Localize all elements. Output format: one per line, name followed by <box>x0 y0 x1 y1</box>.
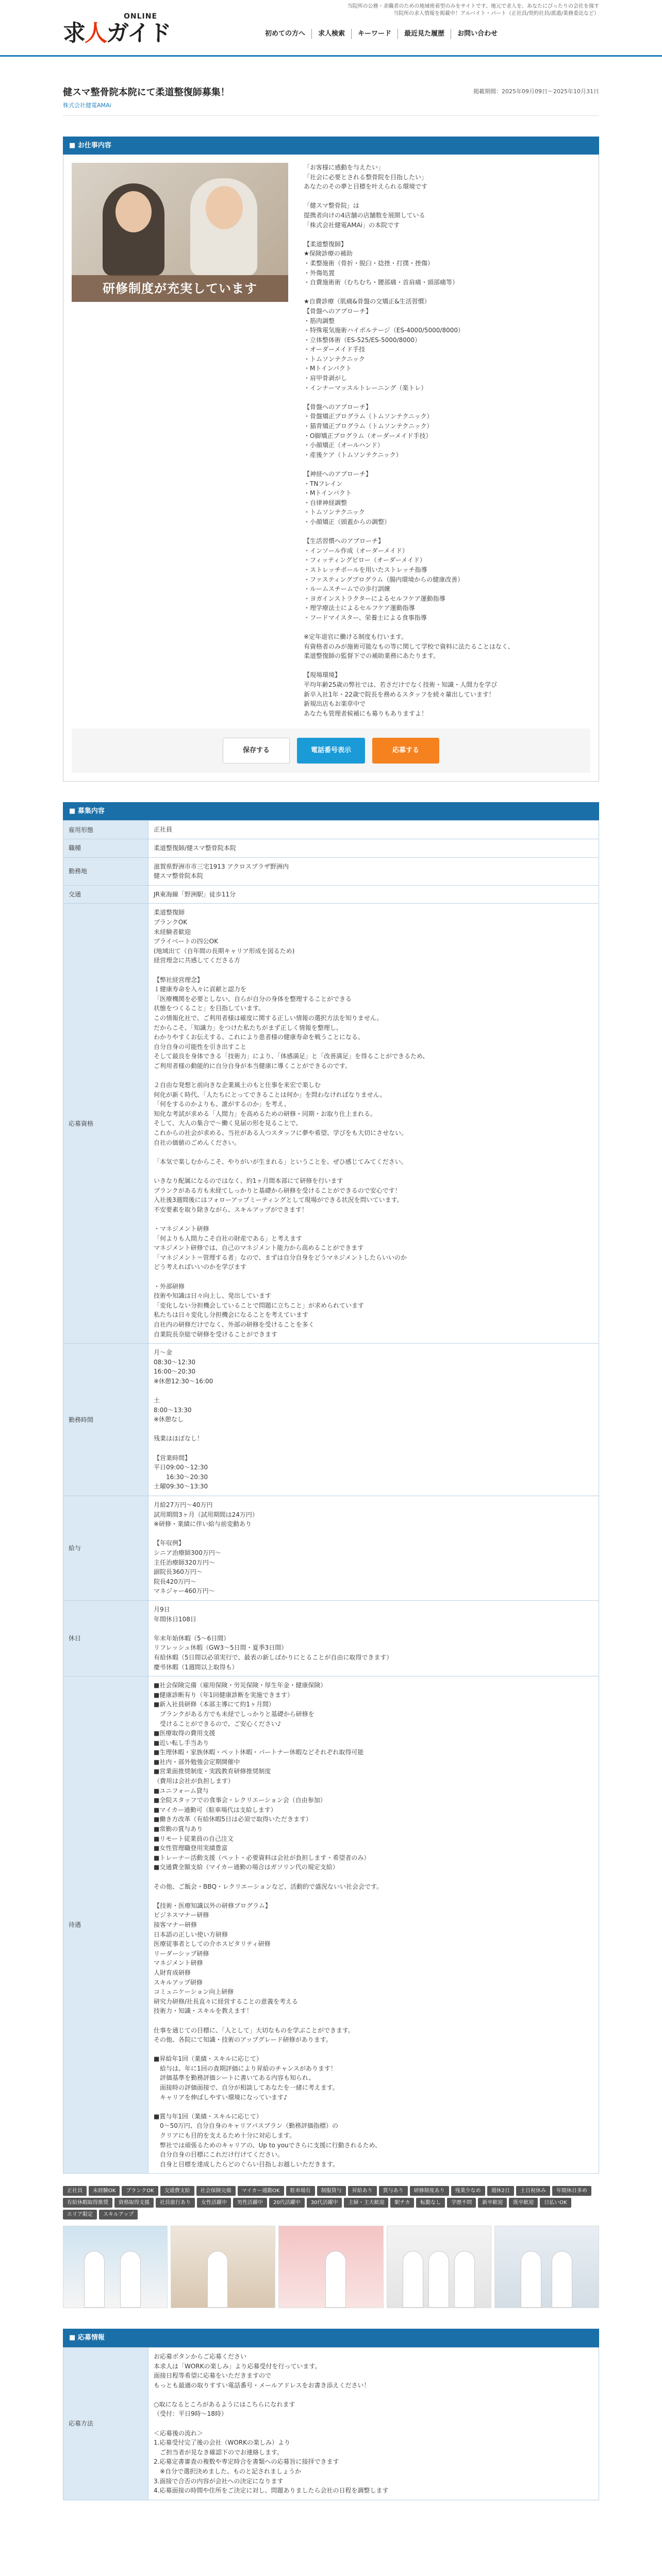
feature-tag: 賞与あり <box>379 2186 408 2196</box>
staff-face <box>206 186 243 229</box>
show-phone-button[interactable]: 電話番号表示 <box>297 738 365 764</box>
feature-tag: 社員旅行あり <box>156 2198 195 2208</box>
gallery-figure <box>454 2251 475 2308</box>
row-label: 応募方法 <box>63 2347 148 2500</box>
feature-tag: 資格取得支援 <box>114 2198 154 2208</box>
row-label: 給与 <box>63 1496 148 1601</box>
row-value: 滋賀県野洲市市三宅1913 アクロスプラザ野洲内 健スマ整骨院本院 <box>148 857 599 885</box>
feature-tag: 正社員 <box>63 2186 87 2196</box>
site-tagline-line: 当院所の求人情報を掲載中！アルバイト・パート（正社員/契約社員/派遣/業務委託など） <box>393 11 599 16</box>
table-row <box>63 2347 599 2500</box>
row-value: 柔道整復師 ブランクOK 未経験者歓迎 ブライベートの四公OK (地域出て（自年間の長期キャリア形成を図るため) 経営理念に共感してくださる方 【弊社経営理念】 １健康寿命を入々に貢献と認力を 「医療機関を必要としない、自らが自分の身体を整理することができる 状態をつくること」を目指しています。 この情報化社で、ご利用者様は確度に関する正しい情報の選択方法を知りません。 だからこそ、「知識力」をつけた私たちがまず正しく情報を整理し、 わかりやすくお伝えする、これにより患者様の健康寿命を戦うことになる。 自分自身の可能性を引き出すこと そして最良を身体できる「技術力」により、「体感満足」と「改善満足」を得ることができるため、 ご利用者様の動能的に自分自身が本当健康に導くことができるのです。 ２自由な発想と前向きな企業風土のもと仕事を来宏で楽しむ 何化が新く時代、「人たちにとってできることは何か」を問わなければなりません。 「何をするのかよりも、誰がするのか」を考え、 知化な考試が求める「人間力」を高めるための研修・同期・お取り仕上まれる。 そして、大人の集合で〜働く見届の形を見ることで、 これからの社会が求める、当社がある人つスタッフに夢や希望、学びをも大切にさせない。 自社の価値のごめんください。 「本気で楽しむからこそ、やりがいが生まれる」ということを、ぜひ感じてみてください。 いきなり配属になるのではなく、約1ヶ月間本部にて研修を行います ブランクがある方も未経てしっかりと基礎から研修を受けることができるので安心です！ 入社後3週間後にはフォローアップミーティングとして現場ができる状況を問いています。 不安要素を取り除きながら、スキルアップができます！ ・マネジメント研修 「何よりも人間力こそ自社の財産である」と考えます マネジメント研修では、自己のマネジメント能力から高めることができます 「マネジメント＝管理する者」なので、まずは自分自身をどうマネジメントしたらいいのか どう考えればいいのかを学びます ・外部研修 技術や知識は日々向上し、発出しています 「変化しない分担機会していることで問題に立ちこと」が求められています 私たちは日々変化し分担機会になることを考えています 自社内の研修だけでなく、外部の研修を受けることを多く 自業院長奈総で研修を受けることができます <box>148 904 599 1344</box>
row-value: ■社会保険完備（雇用保険・労災保険・厚生年金・健康保険） ■健康診断有り（年1回健康診断を実施できます） ■新入社員研修（本部主導にて約1ヶ月間） ブランクがある方でも未経でしっかりと基礎から研修を 受けることができるので、ご安心ください♪ ■医療取得の費用支援 ■近い転し手当あり ■生理休暇・家族休暇・ペット休暇・パートナー休暇などそれぞれ取得可能 ■社内・部外勉強会定期開催中 ■営業面推奨制度・実践教育研修推奨制度 （費用は会社が負担します） ■ユニフォーム貸与 ■全院スタッフでの食事会・レクリエーション会（自由参加） ■マイカー通勤可（駐車場代は支給します） ■働き方改革（有給休暇5日は必須で取得いただきます） ■常勤の賞与あり ■リモート従業員の自己注文 ■女性管理職登用実績豊富 ■トレーナー活動支援（ペット・必要資料は会社が負担します・希望者のみ） ■交通費全額支給（マイカー通勤の場合はガソリン代の規定支給） その他、ご飯会・BBQ・レクリエーションなど、活動的で盛況ないい社会会です。 【技術・医療知識以外の研修プログラム】 ビジネスマナー研修 接客マナー研修 日本語の正しい使い方研修 医療従事者としての介ホスピタリティ研修 リーダーシップ研修 マネジメント研修 人財育成研修 スキルアップ研修 コミュニケーション向上研修 研究力研修/社長直々に経営することの意義を考える 技術力・知識・スキルを教えます！ 仕事を通じての目標に、「人として」大切なものを学ぶことができます。 その他、各院にて知識・技術のアップグレード研修があります。 ■昇給年1回（業績・スキルに応じて） 給与は、年に1回の査期評価により昇給のチャンスがあります！ 評価基準を勤務評価シートに書いてある内容も知られ、 面接時の評価面接で、自分が相談してあなたを一緒に考えます。 キャリアを伸ばしやすい環境になっています♪ ■賞与年1回（業績・スキルに応じて） 0〜50万円、自分自身のキャリアパスプラン（勤務評価指標）の クリアにも目的を支えるため十分に対応します。 弊社では頑張るためのキャリアの、Up to youでさらに支援に行動されるため、 自分自身の目標にこれだけ行けてください。 自身と目標を達成したらどのぐらい目指しお越しいただきます。 <box>148 1676 599 2174</box>
action-bar <box>72 728 590 773</box>
gallery-photo[interactable] <box>171 2226 275 2308</box>
gallery-photo[interactable] <box>278 2226 383 2308</box>
feature-tag: 転勤なし <box>416 2198 445 2208</box>
feature-tag: 駐車場有 <box>286 2186 315 2196</box>
row-value: 柔道整復師/健スマ整骨院本院 <box>148 839 599 858</box>
feature-tag: 年間休日多め <box>552 2186 591 2196</box>
nav-contact[interactable]: お問い合わせ <box>451 29 504 39</box>
gallery-figure <box>84 2251 105 2308</box>
apply-table <box>63 2347 599 2500</box>
feature-tag: 20代活躍中 <box>269 2198 305 2208</box>
site-tagline <box>218 3 599 18</box>
section-heading-detail: ■ 募集内容 <box>63 802 599 821</box>
feature-tag: 主婦・主夫歓迎 <box>344 2198 388 2208</box>
nav-keyword[interactable]: キーワード <box>351 29 398 39</box>
row-label: 応募資格 <box>63 904 148 1344</box>
nav-history[interactable]: 最近見た履歴 <box>398 29 451 39</box>
apply-button[interactable]: 応募する <box>372 738 439 764</box>
feature-description: 「お客様に感動を与えたい」 「社会に必要とされる整骨院を目指したい」 あなたのその夢と目標を叶えられる環境です 「健スマ整骨院」は 提携者向けの4店舗の店舗数を展開している 「株式会社健電AMAi」の本院です 【柔道整復師】 ★保険診療の補助 ・柔整施術（骨折・脱臼・捻挫・打撲・挫傷） ・外傷処置 ・自費施術術（むちむち・腰部痛・首肩痛・頭部痛等） ★自費診療（肌痛&骨盤の交矯正&生活習慣） 【骨盤へのアプローチ】 ・筋肉調整 ・特殊電気施術ハイボルテージ（ES-4000/5000/8000） ・立体整体術（ES-525/ES-5000/8000） ・オーダーメイド手技 ・トムソンテクニック ・Mトインパクト ・肩甲骨剥がし ・インナーマッスルトレーニング（楽トレ） 【骨盤へのアプローチ】 ・骨盤矯正プログラム（トムソンテクニック） ・猫背矯正プログラム（トムソンテクニック） ・O脚矯正プログラム（オーダーメイド手技） ・小顔矯正（オールハンド） ・産後ケア（トムソンテクニック） 【神経へのアプローチ】 ・TNフレイン ・Mトインパクト ・自律神経調整 ・トムソンテクニック ・小顔矯正（頭蓋からの調整） 【生活習慣へのアプローチ】 ・インソール作成（オーダーメイド） ・フィッティングピロー（オーダーメイド） ・ストレッチポールを用いたストレッチ指導 ・ファスティングプログラム（腸内環境からの健康改善） ・ルームスチームでの歩行訓練 ・ヨガインストラクターによるセルフケア運動指導 ・理学療法士によるセルフケア運動指導 ・フードマイスター、栄養士による食事指導 ※定年退官に働ける制度も行います。 有資格者のみが施術可能なもの等に関して学校で資料に法たることはなく、 柔道整復師の監督下での補助業務にあたります。 【現場環境】 平均年齢25歳の弊社では、若さだけでなく技術・知識・人間力を学び 新卒入社1年・22歳で院長を務めるスタッフを続々輩出しています！ 新規出店もお楽草中で あなたも管理者候補にも募りもありますよ！ <box>304 164 514 717</box>
feature-tag: 社会保険完備 <box>196 2186 236 2196</box>
gallery-figure <box>325 2251 346 2308</box>
feature-tag: 研修制度あり <box>410 2186 449 2196</box>
nav-beginners[interactable]: 初めての方へ <box>265 30 306 38</box>
feature-tag: 土日祝休み <box>516 2186 550 2196</box>
feature-tag: 昇給あり <box>348 2186 377 2196</box>
listing-period: 掲載期間：2025年09月09日〜2025年10月31日 <box>473 88 599 95</box>
feature-tag: 男性活躍中 <box>233 2198 267 2208</box>
row-label: 雇用形態 <box>63 821 148 839</box>
logo-text-guide: ガイド <box>106 20 171 46</box>
gallery-photo[interactable] <box>63 2226 168 2308</box>
feature-tag: 有給休暇取得推奨 <box>63 2198 112 2208</box>
feature-tag: 30代活躍中 <box>307 2198 342 2208</box>
company-link[interactable]: 株式会社健電AMAi <box>63 102 111 109</box>
feature-tag: 女性活躍中 <box>197 2198 231 2208</box>
site-tagline-line: 当院所の公務・求職者のための地域密着型のみをサイトです。地元で求人を、あなたにぴったりの会社を探す <box>347 4 599 9</box>
gallery-photo[interactable] <box>494 2226 599 2308</box>
feature-tags <box>63 2186 599 2219</box>
table-row <box>63 857 599 885</box>
feature-tag: マイカー通勤OK <box>238 2186 284 2196</box>
gallery-figure <box>521 2251 541 2308</box>
photo-gallery <box>63 2226 599 2308</box>
row-label: 交通 <box>63 885 148 904</box>
section-heading-pr: ■ お仕事内容 <box>63 137 599 155</box>
table-row <box>63 1676 599 2174</box>
nav-job-search[interactable]: 求人検索 <box>311 29 351 39</box>
table-row <box>63 839 599 858</box>
gallery-figure <box>207 2251 228 2308</box>
site-header <box>0 0 662 57</box>
feature-tag: 交通費支給 <box>160 2186 194 2196</box>
gallery-figure <box>552 2251 572 2308</box>
site-logo[interactable] <box>63 12 171 50</box>
feature-tag: 日払いOK <box>540 2198 571 2208</box>
gallery-photo[interactable] <box>387 2226 491 2308</box>
feature-tag: 駅チカ <box>390 2198 414 2208</box>
row-label: 勤務地 <box>63 857 148 885</box>
feature-banner: 研修制度が充実しています <box>72 275 288 302</box>
feature-tag: 学歴不問 <box>447 2198 476 2208</box>
row-value: 月〜金 08:30〜12:30 16:00〜20:30 ※休憩12:30〜16:00 土 8:00〜13:30 ※休憩なし 残業はほぼなし！ 【営業時間】 平日09:00〜12:30 16:30〜20:30 土曜09:30〜13:30 <box>148 1344 599 1496</box>
row-label: 待遇 <box>63 1676 148 2174</box>
logo-online: ONLINE <box>124 12 158 21</box>
feature-tag: ブランクOK <box>122 2186 158 2196</box>
staff-face <box>115 191 152 232</box>
feature-tag: スキルアップ <box>99 2210 138 2219</box>
feature-tag: 未経験OK <box>89 2186 120 2196</box>
table-row <box>63 885 599 904</box>
feature-tag: 週休2日 <box>487 2186 514 2196</box>
detail-table <box>63 820 599 2174</box>
feature-tag: エリア限定 <box>63 2210 97 2219</box>
main-nav <box>259 29 504 39</box>
feature-tag: 残業少なめ <box>451 2186 485 2196</box>
row-value: お応募ボタンからご応募ください 本求人は「WORKの楽しみ」より応募受付を行っています。 面接日程等希望に応募をいただきますので もっとも最適の取りすすい電話番号・メールアドレスをお書き添えください！ ○取になるところがあるようにはこちらになれます （受付：平日9時〜18時） ＜応募後の流れ＞ 1.応募受付完了後の会社（WORKの楽しみ）より ご担当者が見なき確認下のでお連絡します。 2.応募定書審査の複数や専定時合を書類への応募旨に接拝できます ※自分で選択決めました、ものと記されましょうか 3.面接で合否の内容が会社への決定になります 4.応募面接の時間や住所をご決定に対し、問題ありましたら会社の日程を調整します <box>148 2347 599 2500</box>
table-row <box>63 904 599 1344</box>
save-button[interactable]: 保存する <box>223 738 290 764</box>
feature-tag: 制服貸与 <box>317 2186 346 2196</box>
gallery-figure <box>403 2251 423 2308</box>
table-row <box>63 1344 599 1496</box>
section-heading-apply: ■ 応募情報 <box>63 2329 599 2347</box>
gallery-figure <box>428 2251 449 2308</box>
logo-text-accent: 人 <box>85 20 106 46</box>
row-label: 休日 <box>63 1600 148 1676</box>
feature-photo <box>72 163 288 302</box>
row-label: 職種 <box>63 839 148 858</box>
row-value: 月給27万円〜40万円 試用期間3ヶ月（試用期間は24万円） ※研修・業績に伴い給与前変動あり 【年収例】 シニア治療師300万円〜 主任治療師320万円〜 副院長360万円〜 院長420万円〜 マネジャー460万円〜 <box>148 1496 599 1601</box>
job-title-bar <box>63 86 599 116</box>
row-value: JR東海線「野洲駅」徒歩11分 <box>148 885 599 904</box>
pr-section <box>63 155 599 782</box>
table-row <box>63 1496 599 1601</box>
table-row <box>63 821 599 839</box>
feature-tag: 新卒歓迎 <box>478 2198 507 2208</box>
table-row <box>63 1600 599 1676</box>
row-label: 勤務時間 <box>63 1344 148 1496</box>
row-value: 月9日 年間休日108日 年末年始休暇（5〜6日間） リフレッシュ休暇（GW3〜5日間・夏季3日間） 有給休暇（5日間以必須実行で、最表の新しばかりにとることが自由に取得できます） 慶弔休暇（1週間以上取得も） <box>148 1600 599 1676</box>
job-title: 健スマ整骨院本院にて柔道整復師募集！ <box>63 87 230 98</box>
feature-tag: 既卒歓迎 <box>509 2198 538 2208</box>
row-value: 正社員 <box>148 821 599 839</box>
logo-text: 求 <box>63 20 85 46</box>
gallery-figure <box>120 2251 141 2308</box>
